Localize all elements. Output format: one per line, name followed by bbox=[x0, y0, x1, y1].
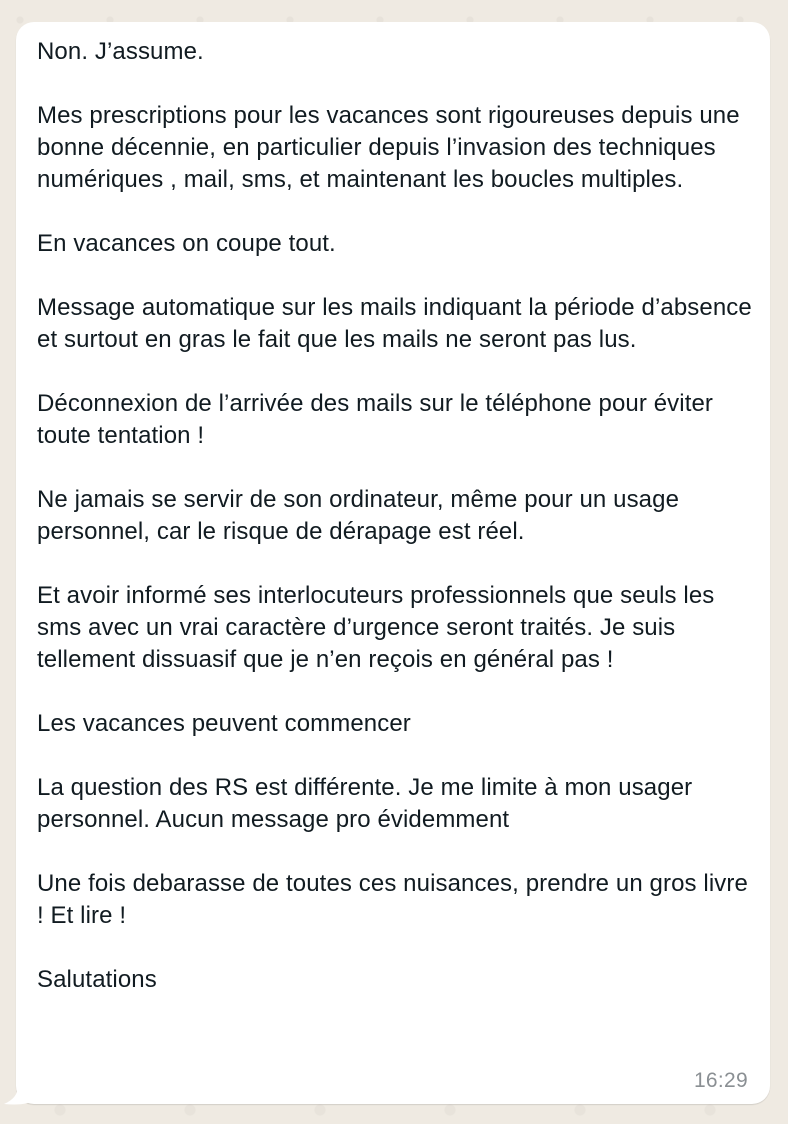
message-bubble[interactable] bbox=[16, 22, 770, 1104]
message-paragraph: Salutations bbox=[37, 966, 157, 993]
message-paragraph: Une fois debarasse de toutes ces nuisances, prendre un gros livre ! Et lire ! bbox=[37, 870, 748, 929]
message-paragraph: Et avoir informé ses interlocuteurs professionnels que seuls les sms avec un vrai caractère d’urgence seront traités. Je suis tellement dissuasif que je n’en reçois en général pas ! bbox=[37, 582, 715, 673]
message-text bbox=[37, 36, 757, 996]
message-paragraph: La question des RS est différente. Je me limite à mon usager personnel. Aucun message pro évidemment bbox=[37, 774, 693, 833]
message-paragraph: Les vacances peuvent commencer bbox=[37, 710, 411, 737]
message-paragraph: En vacances on coupe tout. bbox=[37, 230, 336, 257]
message-paragraph: Déconnexion de l’arrivée des mails sur le téléphone pour éviter toute tentation ! bbox=[37, 390, 714, 449]
message-paragraph: Non. J’assume. bbox=[37, 38, 204, 65]
message-timestamp: 16:29 bbox=[693, 1069, 748, 1092]
message-paragraph: Mes prescriptions pour les vacances sont rigoureuses depuis une bonne décennie, en particulier depuis l’invasion des techniques numériques , mail, sms, et maintenant les boucles multiples. bbox=[37, 102, 740, 193]
message-paragraph: Message automatique sur les mails indiquant la période d’absence et surtout en gras le fait que les mails ne seront pas lus. bbox=[37, 294, 752, 353]
bubble-tail bbox=[4, 1086, 34, 1106]
message-paragraph: Ne jamais se servir de son ordinateur, même pour un usage personnel, car le risque de dérapage est réel. bbox=[37, 486, 680, 545]
